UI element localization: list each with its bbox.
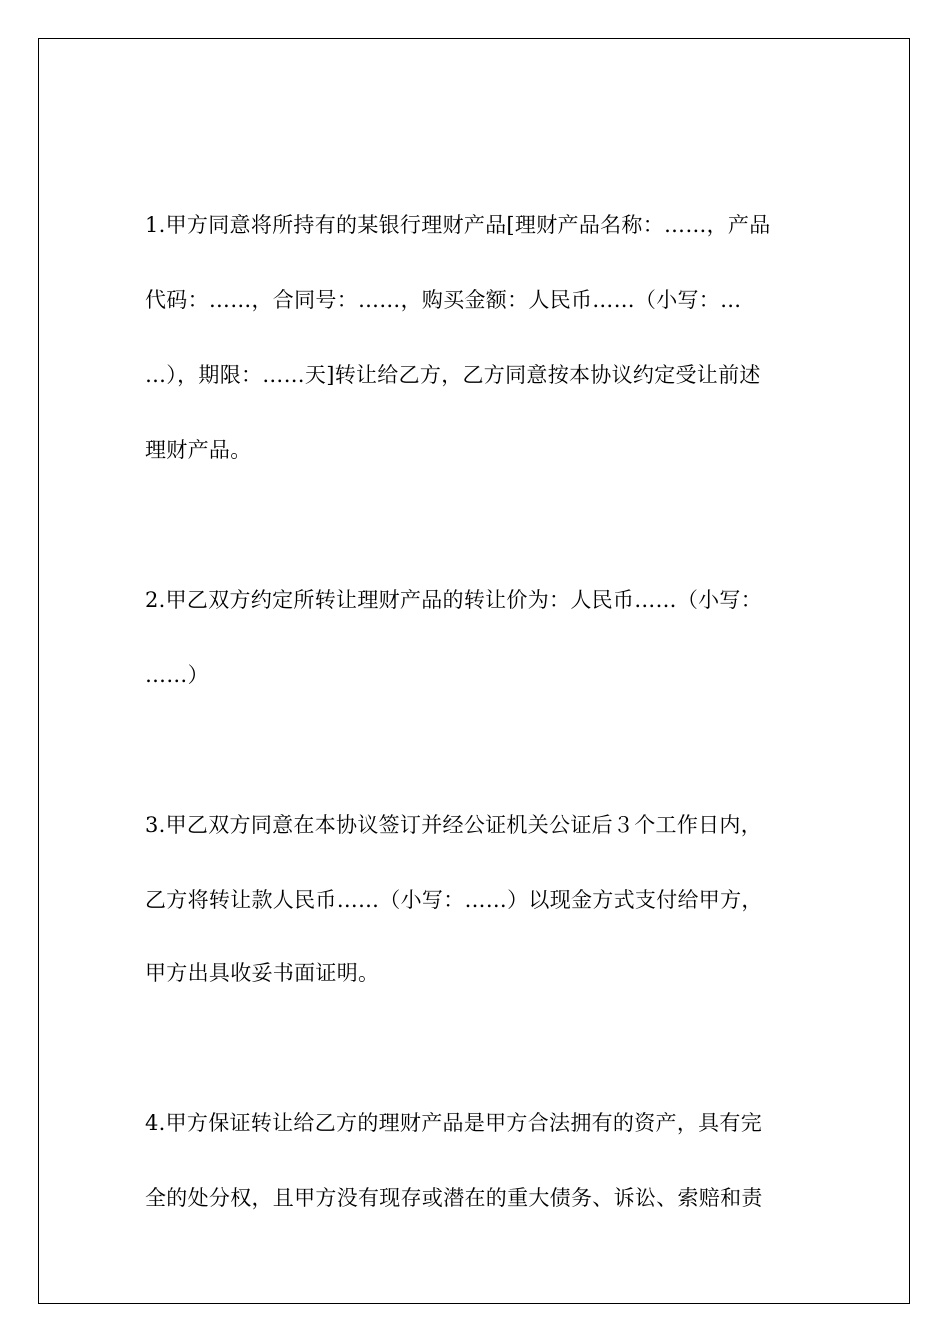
paragraph-3-line-2: 乙方将转让款人民币……（小写：……）以现金方式支付给甲方， [145,888,763,912]
paragraph-1-line-2: 代码：……，合同号：……，购买金额：人民币……（小写：… [145,288,742,312]
paragraph-1-line-1: 1.甲方同意将所持有的某银行理财产品[理财产品名称：……，产品 [145,213,771,237]
paragraph-4-line-1: 4.甲方保证转让给乙方的理财产品是甲方合法拥有的资产，具有完 [145,1111,763,1135]
paragraph-1-line-4: 理财产品。 [145,438,252,462]
paragraph-2-line-2: ……） [145,663,209,687]
paragraph-2-line-1: 2.甲乙双方约定所转让理财产品的转让价为：人民币……（小写： [145,588,763,612]
paragraph-3-line-1: 3.甲乙双方同意在本协议签订并经公证机关公证后３个工作日内， [145,813,763,837]
paragraph-1-line-3: …），期限：……天]转让给乙方，乙方同意按本协议约定受让前述 [145,363,761,387]
paragraph-4-line-2: 全的处分权，且甲方没有现存或潜在的重大债务、诉讼、索赔和责 [145,1186,763,1210]
paragraph-3-line-3: 甲方出具收妥书面证明。 [145,961,380,985]
